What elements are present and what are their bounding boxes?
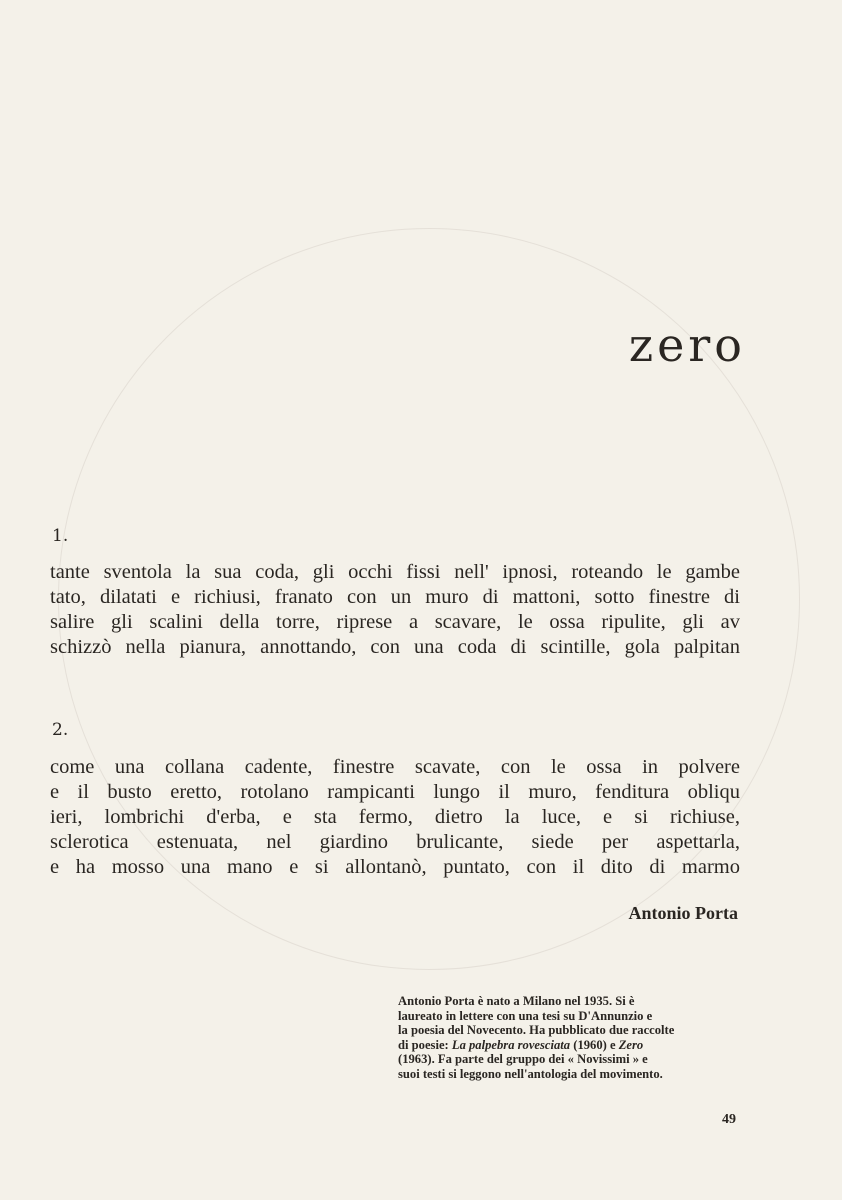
poem-line: ieri, lombrichi d'erba, e sta fermo, dietro la luce, e si richiuse, [50, 806, 740, 828]
section-number-2: 2. [52, 720, 69, 740]
poem-line: tato, dilatati e richiusi, franato con un muro di mattoni, sotto finestre di [50, 586, 740, 608]
author-signature: Antonio Porta [628, 903, 738, 923]
poem-line: e il busto eretto, rotolano rampicanti lungo il muro, fenditura obliqu [50, 781, 740, 803]
bio-line [398, 1038, 736, 1053]
poem-line: schizzò nella pianura, annottando, con una coda di scintille, gola palpitan [50, 636, 740, 658]
poem-line: e ha mosso una mano e si allontanò, puntato, con il dito di marmo [50, 856, 740, 878]
bio-line: Antonio Porta è nato a Milano nel 1935. Si è [398, 994, 635, 1008]
poem-line: tante sventola la sua coda, gli occhi fissi nell' ipnosi, roteando le gambe [50, 561, 740, 583]
bio-text: di poesie: [398, 1037, 452, 1052]
section-number-1: 1. [52, 526, 69, 546]
bio-line: laureato in lettere con una tesi su D'Annunzio e [398, 1008, 653, 1023]
author-bio [398, 994, 736, 1082]
book-title: Zero [618, 1037, 644, 1052]
bio-text: (1960) e [570, 1037, 619, 1052]
poem-line: salire gli scalini della torre, riprese a scavare, le ossa ripulite, gli av [50, 611, 740, 633]
page-number: 49 [722, 1112, 736, 1127]
poem-line: sclerotica estenuata, nel giardino brulicante, siede per aspettarla, [50, 831, 740, 853]
page-title: zero [628, 318, 746, 372]
poem-line: come una collana cadente, finestre scavate, con le ossa in polvere [50, 756, 740, 778]
bio-line: suoi testi si leggono nell'antologia del movimento. [398, 1066, 663, 1081]
poem-section-2 [50, 755, 740, 880]
bio-line: (1963). Fa parte del gruppo dei « Novissimi » e [398, 1052, 648, 1067]
poem-section-1 [50, 560, 740, 660]
bio-line: la poesia del Novecento. Ha pubblicato due raccolte [398, 1023, 675, 1038]
book-title: La palpebra rovesciata [451, 1037, 571, 1052]
